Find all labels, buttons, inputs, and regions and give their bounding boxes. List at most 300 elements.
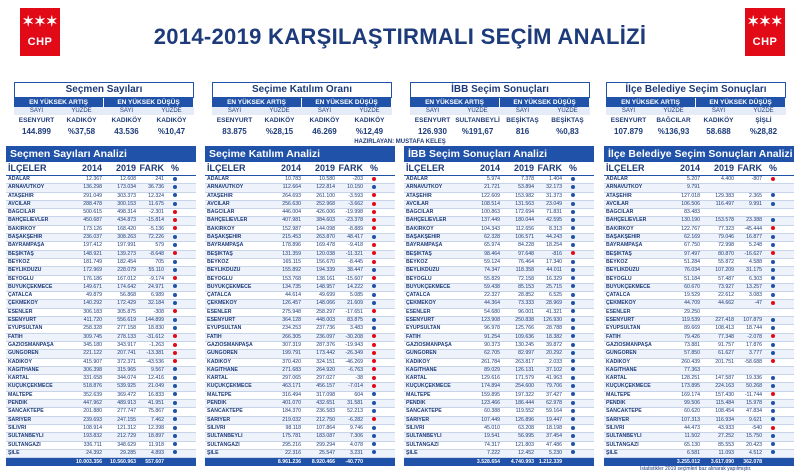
col-percent: % xyxy=(369,163,378,173)
summary-labels xyxy=(212,107,392,115)
value-diff: 18.744 xyxy=(746,325,762,332)
value-diff: 71.831 xyxy=(546,209,562,216)
table-row xyxy=(404,209,594,217)
summary-district: BEŞİKTAŞ xyxy=(551,117,584,124)
value-2019: 224.163 xyxy=(715,383,734,390)
value-2014: 275.948 xyxy=(282,308,301,315)
value-diff: -2.078 xyxy=(747,333,762,340)
trend-cell xyxy=(164,292,186,299)
value-diff: -807 xyxy=(751,176,762,182)
value-2014: 12.367 xyxy=(86,176,102,182)
value-2019: 125.766 xyxy=(515,325,534,332)
table-row xyxy=(604,400,794,408)
district-name: GAZİOSMANPAŞA xyxy=(8,341,54,348)
table-row xyxy=(205,242,395,250)
value-2014: 100.863 xyxy=(481,209,500,216)
district-name: ÇATALCA xyxy=(406,292,431,299)
value-diff: 6.303 xyxy=(749,275,762,282)
district-name: GÜNGÖREN xyxy=(406,350,437,357)
trend-cell xyxy=(762,383,784,390)
table-row xyxy=(6,425,196,433)
value-2014: 24.392 xyxy=(86,449,102,456)
value-2019: 112.656 xyxy=(515,225,534,232)
district-name: SİLİVRİ xyxy=(207,424,226,431)
trend-down-icon xyxy=(372,376,376,380)
value-2014: 221.122 xyxy=(83,350,102,357)
value-2019: 237.736 xyxy=(316,325,335,332)
district-name: SİLİVRİ xyxy=(606,424,625,431)
value-2014: 500.615 xyxy=(83,209,102,216)
table-row xyxy=(6,392,196,400)
value-diff: 579 xyxy=(155,242,164,249)
district-name: SANCAKTEPE xyxy=(406,408,442,415)
summary-panel xyxy=(14,82,194,136)
value-diff: 14.222 xyxy=(347,283,363,290)
value-2014: 149.671 xyxy=(83,283,102,290)
trend-up-icon xyxy=(173,450,177,454)
value-2014: 234.253 xyxy=(282,325,301,332)
value-2019: 12.452 xyxy=(518,449,534,456)
district-name: ÇATALCA xyxy=(606,292,631,299)
table-row xyxy=(205,350,395,358)
value-2019: 97.648 xyxy=(518,250,534,257)
trend-down-icon xyxy=(372,417,376,421)
summary-title: Seçmen Sayıları xyxy=(14,82,194,98)
trend-up-icon xyxy=(173,434,177,438)
value-diff: 16.877 xyxy=(746,234,762,241)
district-name: ŞİLE xyxy=(606,449,618,456)
value-diff: 15.978 xyxy=(746,400,762,407)
district-name: KARTAL xyxy=(606,375,627,382)
value-2014: 260.439 xyxy=(681,358,700,365)
table-row xyxy=(404,334,594,342)
value-2014: 108.514 xyxy=(481,200,500,207)
table-row xyxy=(404,284,594,292)
district-name: GAZİOSMANPAŞA xyxy=(606,341,652,348)
value-2019: 28.852 xyxy=(518,292,534,299)
trend-down-icon xyxy=(372,210,376,214)
district-name: MALTEPE xyxy=(207,391,232,398)
summary-increase-head: EN YÜKSEK ARTIŞ xyxy=(410,98,500,107)
district-name: BEŞİKTAŞ xyxy=(406,250,432,257)
value-2019: 201.751 xyxy=(715,358,734,365)
summary-label: YÜZDE xyxy=(651,107,696,115)
value-2014: 21.721 xyxy=(484,184,500,191)
table-row xyxy=(604,276,794,284)
value-diff: 55.110 xyxy=(148,267,164,274)
table-row xyxy=(604,375,794,383)
value-diff: -203 xyxy=(352,176,363,182)
district-name: ESENLER xyxy=(207,308,232,315)
total-2019: 8.920.466 xyxy=(311,459,335,465)
value-diff: 13.257 xyxy=(746,283,762,290)
trend-cell xyxy=(562,342,584,349)
value-2014: 136.298 xyxy=(83,184,102,191)
value-2019: 27.252 xyxy=(718,433,734,440)
table-row xyxy=(604,251,794,259)
table-body xyxy=(604,176,794,458)
value-diff: 52.213 xyxy=(347,408,363,415)
summary-label: SAYI xyxy=(212,107,257,115)
value-2014: 131.359 xyxy=(282,250,301,257)
district-name: BEYKOZ xyxy=(606,258,628,265)
trend-up-icon xyxy=(771,442,775,446)
trend-up-icon xyxy=(771,434,775,438)
table-row xyxy=(6,193,196,201)
value-diff: 16.833 xyxy=(148,391,164,398)
value-2019: 344.074 xyxy=(117,375,136,382)
district-name: AVCILAR xyxy=(606,200,629,207)
value-2019: 264.920 xyxy=(316,366,335,373)
trend-up-icon xyxy=(771,318,775,322)
value-2014: 104.343 xyxy=(481,225,500,232)
district-name: GÜNGÖREN xyxy=(606,350,637,357)
trend-cell xyxy=(562,383,584,390)
value-2019: 72.158 xyxy=(518,275,534,282)
trend-down-icon xyxy=(173,276,177,280)
district-name: MALTEPE xyxy=(606,391,631,398)
trend-cell xyxy=(762,300,784,307)
trend-down-icon xyxy=(372,177,376,181)
district-name: MALTEPE xyxy=(8,391,33,398)
table-row xyxy=(6,242,196,250)
trend-up-icon xyxy=(372,185,376,189)
trend-down-icon xyxy=(372,193,376,197)
trend-cell xyxy=(762,350,784,357)
trend-down-icon xyxy=(372,367,376,371)
value-2019: 157.430 xyxy=(715,391,734,398)
value-diff: 6.525 xyxy=(549,292,562,299)
trend-up-icon xyxy=(571,351,575,355)
trend-up-icon xyxy=(771,293,775,297)
value-diff: 3.083 xyxy=(749,292,762,299)
table-row xyxy=(205,251,395,259)
value-2019: 173.442 xyxy=(316,350,335,357)
trend-cell xyxy=(363,209,385,216)
trend-cell xyxy=(762,375,784,382)
table-row xyxy=(404,184,594,192)
summary-district: KADIKÖY xyxy=(111,117,142,124)
table-row xyxy=(404,309,594,317)
value-2014: 175.781 xyxy=(282,433,301,440)
district-name: AVCILAR xyxy=(8,200,31,207)
district-name: ARNAVUTKÖY xyxy=(207,184,244,191)
summary-label: YÜZDE xyxy=(455,107,500,115)
summary-district: ESENYURT xyxy=(414,117,451,124)
trend-up-icon xyxy=(571,384,575,388)
table-row xyxy=(205,359,395,367)
value-2014: 297.065 xyxy=(282,375,301,382)
value-2014: 76.034 xyxy=(684,267,700,274)
table-row xyxy=(404,317,594,325)
trend-up-icon xyxy=(571,276,575,280)
district-name: SULTANBEYLİ xyxy=(406,433,442,440)
total-2014: 8.961.236 xyxy=(277,459,301,465)
summary-district: KADIKÖY xyxy=(66,117,97,124)
trend-cell xyxy=(762,442,784,449)
value-diff: 3.777 xyxy=(749,350,762,357)
summary-title: İBB Seçim Sonuçları xyxy=(410,82,590,98)
value-2014: 219.032 xyxy=(282,416,301,423)
trend-up-icon xyxy=(571,434,575,438)
trend-cell xyxy=(363,383,385,390)
value-diff: -38 xyxy=(355,375,363,382)
value-2014: 99.506 xyxy=(684,400,700,407)
value-2019: 53.894 xyxy=(518,184,534,191)
district-name: BEYLİKDÜZÜ xyxy=(406,267,440,274)
trend-down-icon xyxy=(771,226,775,230)
value-2019: 121.312 xyxy=(117,424,136,431)
district-name: BEYOĞLU xyxy=(606,275,632,282)
table-row xyxy=(404,433,594,441)
trend-up-icon xyxy=(372,409,376,413)
value-2019: 138.161 xyxy=(316,275,335,282)
district-name: FATİH xyxy=(8,333,23,340)
trend-up-icon xyxy=(771,260,775,264)
summary-number: %136,93 xyxy=(657,127,690,136)
table-row xyxy=(604,383,794,391)
trend-cell xyxy=(762,176,784,183)
value-diff: 3.231 xyxy=(350,449,363,456)
value-2019: 115.484 xyxy=(715,400,734,407)
table-row xyxy=(205,209,395,217)
value-diff: 37.102 xyxy=(546,366,562,373)
trend-cell xyxy=(562,317,584,324)
total-2019: 10.560.963 xyxy=(110,459,136,465)
table-body xyxy=(205,176,395,458)
trend-cell xyxy=(164,217,186,224)
total-2019: 3.617.090 xyxy=(710,459,734,465)
trend-cell xyxy=(762,342,784,349)
trend-up-icon xyxy=(372,268,376,272)
trend-up-icon xyxy=(571,426,575,430)
district-name: ESENYURT xyxy=(207,317,236,324)
value-2014: 128.251 xyxy=(681,375,700,382)
value-2014: 60.388 xyxy=(484,408,500,415)
value-diff: 31.175 xyxy=(746,267,762,274)
value-2019: 300.153 xyxy=(117,200,136,207)
page-title: 2014-2019 KARŞILAŞTIRMALI SEÇİM ANALİZİ xyxy=(153,24,647,49)
value-2014: 122.767 xyxy=(681,225,700,232)
summary-label: YÜZDE xyxy=(149,107,194,115)
table-row xyxy=(6,176,196,184)
district-name: BAYRAMPAŞA xyxy=(207,242,244,249)
summary-number: 816 xyxy=(515,127,530,136)
trend-cell xyxy=(562,350,584,357)
trend-up-icon xyxy=(173,293,177,297)
value-diff xyxy=(734,184,762,191)
value-2019: 116.497 xyxy=(715,200,734,207)
value-diff: 41.951 xyxy=(148,400,164,407)
value-2014: 176.186 xyxy=(83,275,102,282)
district-name: SARIYER xyxy=(606,416,630,423)
value-diff: -8.889 xyxy=(348,225,363,232)
district-name: GÜNGÖREN xyxy=(207,350,238,357)
analysis-table xyxy=(205,146,395,468)
table-row xyxy=(205,383,395,391)
trend-cell xyxy=(363,334,385,341)
trend-up-icon xyxy=(571,260,575,264)
district-name: ADALAR xyxy=(606,176,628,182)
district-name: SİLİVRİ xyxy=(406,424,425,431)
value-2019: 250.838 xyxy=(515,317,534,324)
value-2019: 556.619 xyxy=(117,317,136,324)
trend-cell xyxy=(762,334,784,341)
district-name: BAŞAKŞEHİR xyxy=(406,234,441,241)
value-diff: 9.746 xyxy=(350,424,363,431)
value-diff: 4.588 xyxy=(749,258,762,265)
value-diff: 3.483 xyxy=(350,325,363,332)
value-diff: -7.014 xyxy=(348,383,363,390)
district-name: EYÜPSULTAN xyxy=(207,325,242,332)
district-name: BAŞAKŞEHİR xyxy=(207,234,242,241)
value-2019: 315.965 xyxy=(117,366,136,373)
trend-cell xyxy=(562,417,584,424)
total-label xyxy=(6,458,68,466)
value-diff: 38.447 xyxy=(347,267,363,274)
table-row xyxy=(6,276,196,284)
value-2019: 303.373 xyxy=(117,192,136,199)
total-percent xyxy=(562,458,584,466)
value-diff: -540 xyxy=(751,424,762,431)
value-2014: 83.483 xyxy=(684,209,700,216)
value-diff: -6.763 xyxy=(348,366,363,373)
value-2019: 434.873 xyxy=(117,217,136,224)
value-2014: 79.426 xyxy=(684,333,700,340)
trend-cell xyxy=(762,276,784,283)
trend-down-icon xyxy=(571,251,575,255)
total-label xyxy=(604,458,666,466)
value-2014: 98.118 xyxy=(285,424,301,431)
table-row xyxy=(404,267,594,275)
value-2019: 43.933 xyxy=(718,424,734,431)
total-2014: 3.255.012 xyxy=(676,459,700,465)
trend-cell xyxy=(762,284,784,291)
district-name: AVCILAR xyxy=(207,200,230,207)
trend-up-icon xyxy=(173,301,177,305)
value-2014: 5.207 xyxy=(687,176,700,182)
trend-up-icon xyxy=(173,284,177,288)
trend-up-icon xyxy=(571,417,575,421)
trend-up-icon xyxy=(571,392,575,396)
trend-down-icon xyxy=(173,351,177,355)
trend-up-icon xyxy=(571,359,575,363)
trend-down-icon xyxy=(173,359,177,363)
summary-labels xyxy=(14,107,194,115)
total-diff: 362.078 xyxy=(743,459,762,465)
trend-cell xyxy=(762,367,784,374)
table-row xyxy=(6,234,196,242)
value-2019: 277.747 xyxy=(117,408,136,415)
summary-values xyxy=(410,115,590,126)
value-2014: 172.969 xyxy=(83,267,102,274)
value-diff: 4.512 xyxy=(749,449,762,456)
trend-cell xyxy=(762,234,784,241)
trend-cell xyxy=(363,300,385,307)
summary-panel xyxy=(212,82,392,136)
district-name: ADALAR xyxy=(207,176,229,182)
trend-cell xyxy=(164,342,186,349)
value-diff: 10.150 xyxy=(347,184,363,191)
trend-cell xyxy=(562,209,584,216)
trend-up-icon xyxy=(771,343,775,347)
district-name: ÇATALCA xyxy=(8,292,33,299)
table-row xyxy=(205,375,395,383)
district-name: BEYLİKDÜZÜ xyxy=(207,267,241,274)
value-diff: 50.268 xyxy=(746,383,762,390)
value-2019: 116.934 xyxy=(715,416,734,423)
value-2019: 182.454 xyxy=(117,258,136,265)
district-name: AVCILAR xyxy=(406,200,429,207)
trend-cell xyxy=(363,433,385,440)
col-2014: 2014 xyxy=(679,163,700,173)
trend-up-icon xyxy=(771,384,775,388)
value-diff: 2.033 xyxy=(549,358,562,365)
summary-district: ESENYURT xyxy=(18,117,55,124)
table-row xyxy=(6,417,196,425)
value-2014: 54.680 xyxy=(484,308,500,315)
district-name: ATAŞEHİR xyxy=(606,192,632,199)
district-name: KAĞITHANE xyxy=(406,366,437,373)
table-row xyxy=(6,383,196,391)
value-2019: 278.133 xyxy=(117,333,136,340)
six-arrows-icon: ✶✶✶ xyxy=(22,13,58,29)
trend-up-icon xyxy=(571,442,575,446)
summary-number: %12,49 xyxy=(355,127,384,136)
district-name: KADIKÖY xyxy=(207,358,231,365)
trend-up-icon xyxy=(571,309,575,313)
summary-title: İlçe Belediye Seçim Sonuçları xyxy=(606,82,786,98)
total-label xyxy=(404,458,466,466)
trend-up-icon xyxy=(771,218,775,222)
value-2019 xyxy=(700,309,734,316)
value-diff: -19.998 xyxy=(345,209,363,216)
trend-cell xyxy=(164,417,186,424)
value-2019: 85.553 xyxy=(718,441,734,448)
value-2014: 62.328 xyxy=(484,234,500,241)
trend-cell xyxy=(562,292,584,299)
value-2019: 4.400 xyxy=(721,176,734,182)
value-2014: 336.711 xyxy=(83,441,102,448)
district-name: KAĞITHANE xyxy=(8,366,39,373)
trend-up-icon xyxy=(372,284,376,288)
trend-up-icon xyxy=(372,426,376,430)
value-2019: 171.579 xyxy=(515,375,534,382)
trend-cell xyxy=(562,184,584,191)
district-name: SARIYER xyxy=(8,416,32,423)
district-name: ADALAR xyxy=(406,176,428,182)
value-2014: 127.018 xyxy=(681,192,700,199)
table-row xyxy=(6,184,196,192)
district-name: KADIKÖY xyxy=(406,358,430,365)
value-2014: 129.616 xyxy=(481,375,500,382)
district-name: ESENLER xyxy=(606,308,631,315)
summary-number: 144.899 xyxy=(22,127,51,136)
trend-cell xyxy=(164,226,186,233)
trend-cell xyxy=(164,267,186,274)
summary-label: SAYI xyxy=(14,107,59,115)
trend-up-icon xyxy=(372,434,376,438)
total-diff: -40.770 xyxy=(345,459,363,465)
summary-district: BAĞCILAR xyxy=(656,117,691,124)
summary-number: %28,15 xyxy=(265,127,294,136)
trend-up-icon xyxy=(771,235,775,239)
footnote: İstatistikler 2019 seçimleri baz alınarak yapılmıştır. xyxy=(640,466,752,472)
table-row xyxy=(205,259,395,267)
value-2019: 108.454 xyxy=(715,408,734,415)
value-2019: 122.814 xyxy=(316,184,335,191)
value-2019: 29.285 xyxy=(120,449,136,456)
